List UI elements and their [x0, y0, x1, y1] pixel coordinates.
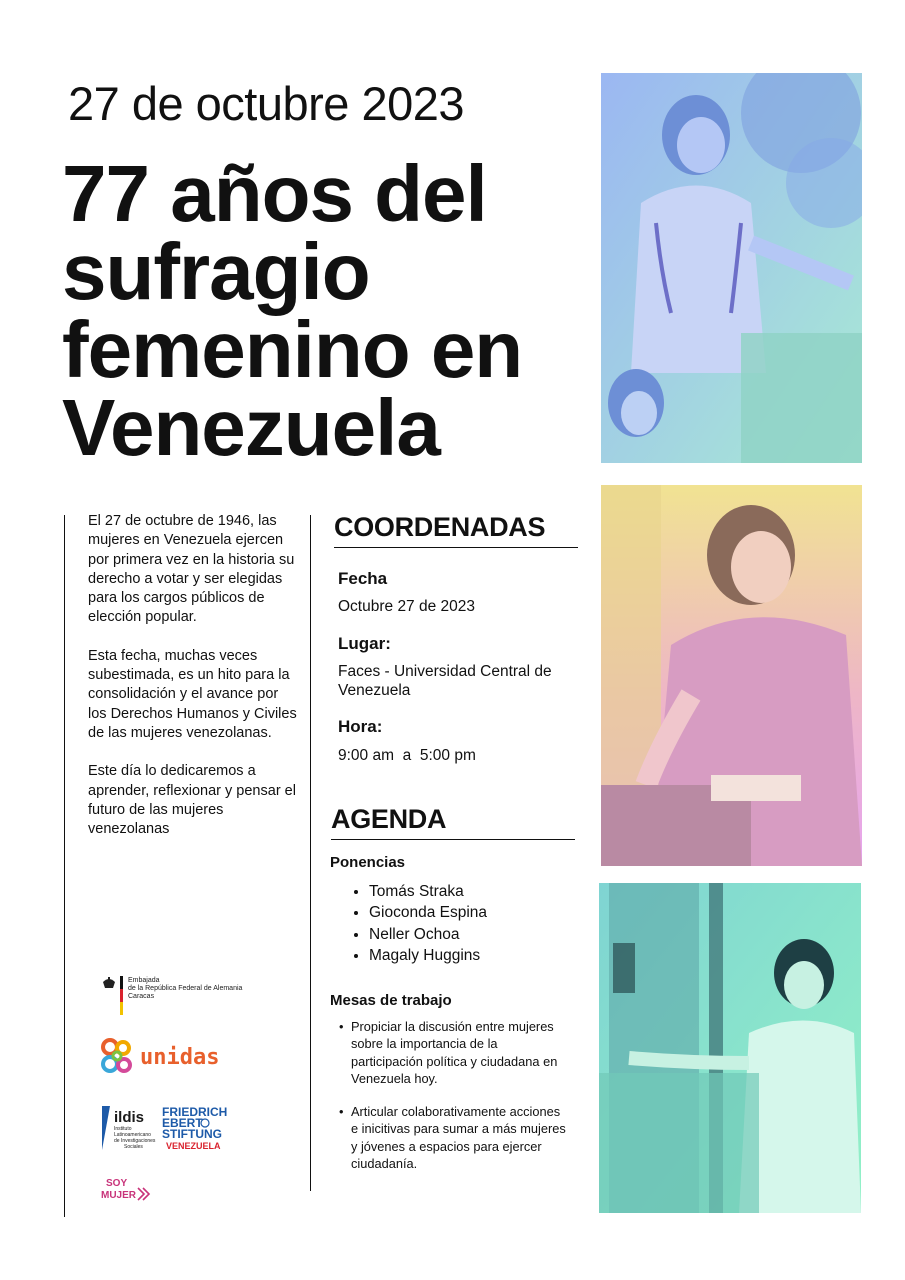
flag-red: [120, 989, 123, 1002]
unidas-text: unidas: [140, 1045, 220, 1070]
speaker-list: [351, 881, 487, 966]
mesas-label: Mesas de trabajo: [330, 992, 452, 1009]
ildis-sub: de Investigaciones: [114, 1138, 156, 1144]
title-line: sufragio: [62, 227, 370, 316]
intro-paragraph: El 27 de octubre de 1946, las mujeres en Venezuela ejercen por primera vez en la historia su derecho a votar y ser elegidas para los cargos públicos de elección popular.: [88, 513, 295, 626]
middle-divider: [310, 515, 311, 1191]
embajada-text: Embajada: [128, 977, 160, 984]
ildis-fes-logo: [100, 1102, 240, 1156]
hora-label: Hora:: [338, 717, 383, 736]
soy-mujer-logo: [100, 1174, 160, 1204]
agenda-heading: AGENDA: [331, 804, 575, 840]
ildis-sub: Latinoamericano: [114, 1132, 151, 1138]
speaker-item: • Neller Ochoa: [369, 924, 487, 945]
mesas-list: [338, 1018, 566, 1188]
left-divider: [64, 515, 65, 1217]
speaker-item: • Magaly Huggins: [369, 945, 487, 966]
embajada-alemania-logo: [100, 974, 270, 1018]
title-line: femenino en: [62, 305, 523, 394]
ildis-wedge-icon: [102, 1106, 110, 1150]
embajada-text: de la República Federal de Alemania: [128, 985, 243, 992]
flag-gold: [120, 1002, 123, 1015]
intro-paragraph: Esta fecha, muchas veces subestimada, es un hito para la consolidación y el avance por los Derechos Humanos y Civiles de las mujeres venezolanas.: [88, 647, 297, 741]
title-line: Venezuela: [62, 383, 440, 472]
photo-woman-voting-1: [601, 73, 862, 463]
intro-paragraph: Este día lo dedicaremos a aprender, reflexionar y pensar el futuro de las mujeres venezolanas: [88, 763, 296, 838]
speaker-item: • Gioconda Espina: [369, 902, 487, 923]
fecha-label: Fecha: [338, 569, 388, 588]
intro-text: [88, 512, 300, 858]
chevrons-icon: [138, 1188, 149, 1200]
ponencias-label: Ponencias: [330, 854, 406, 871]
photo-woman-voting-2: [601, 485, 862, 866]
embajada-text: Caracas: [128, 993, 155, 1000]
lugar-value: Faces - Universidad Central de Venezuela: [338, 663, 552, 699]
coordenadas-heading: COORDENADAS: [334, 512, 578, 548]
speaker-item: • Tomás Straka: [369, 881, 487, 902]
eagle-icon: [103, 977, 115, 988]
mesa-item: • Articular colaborativamente acciones e inicitivas para sumar a más mujeres y jóvenes a espacios para ejercer ciudadanía.: [351, 1103, 566, 1172]
unidas-logo: [98, 1036, 238, 1078]
ildis-sub: Instituto: [114, 1126, 132, 1132]
photo-woman-voting-3: [599, 883, 861, 1213]
unidas-symbol-icon: [103, 1040, 130, 1071]
ildis-text: ildis: [114, 1109, 145, 1126]
fecha-value: Octubre 27 de 2023: [338, 598, 476, 615]
event-date: 27 de octubre 2023: [68, 77, 465, 130]
lugar-label: Lugar:: [338, 634, 391, 653]
hora-value: 9:00 am a 5:00 pm: [338, 747, 476, 764]
mesa-item: • Propiciar la discusión entre mujeres sobre la importancia de la participación política y ciudadana en Venezuela hoy.: [351, 1018, 566, 1087]
soymujer-text: MUJER: [101, 1190, 137, 1201]
fes-text: FRIEDRICH: [162, 1105, 228, 1119]
fes-text: EBERT: [162, 1116, 203, 1130]
ildis-sub: Sociales: [124, 1144, 143, 1150]
fes-text: STIFTUNG: [162, 1127, 222, 1141]
soymujer-text: SOY: [106, 1178, 128, 1189]
flag-black: [120, 976, 123, 989]
fes-venezuela: VENEZUELA: [166, 1141, 221, 1151]
title-line: 77 años del: [62, 149, 487, 238]
event-title: [62, 149, 602, 472]
